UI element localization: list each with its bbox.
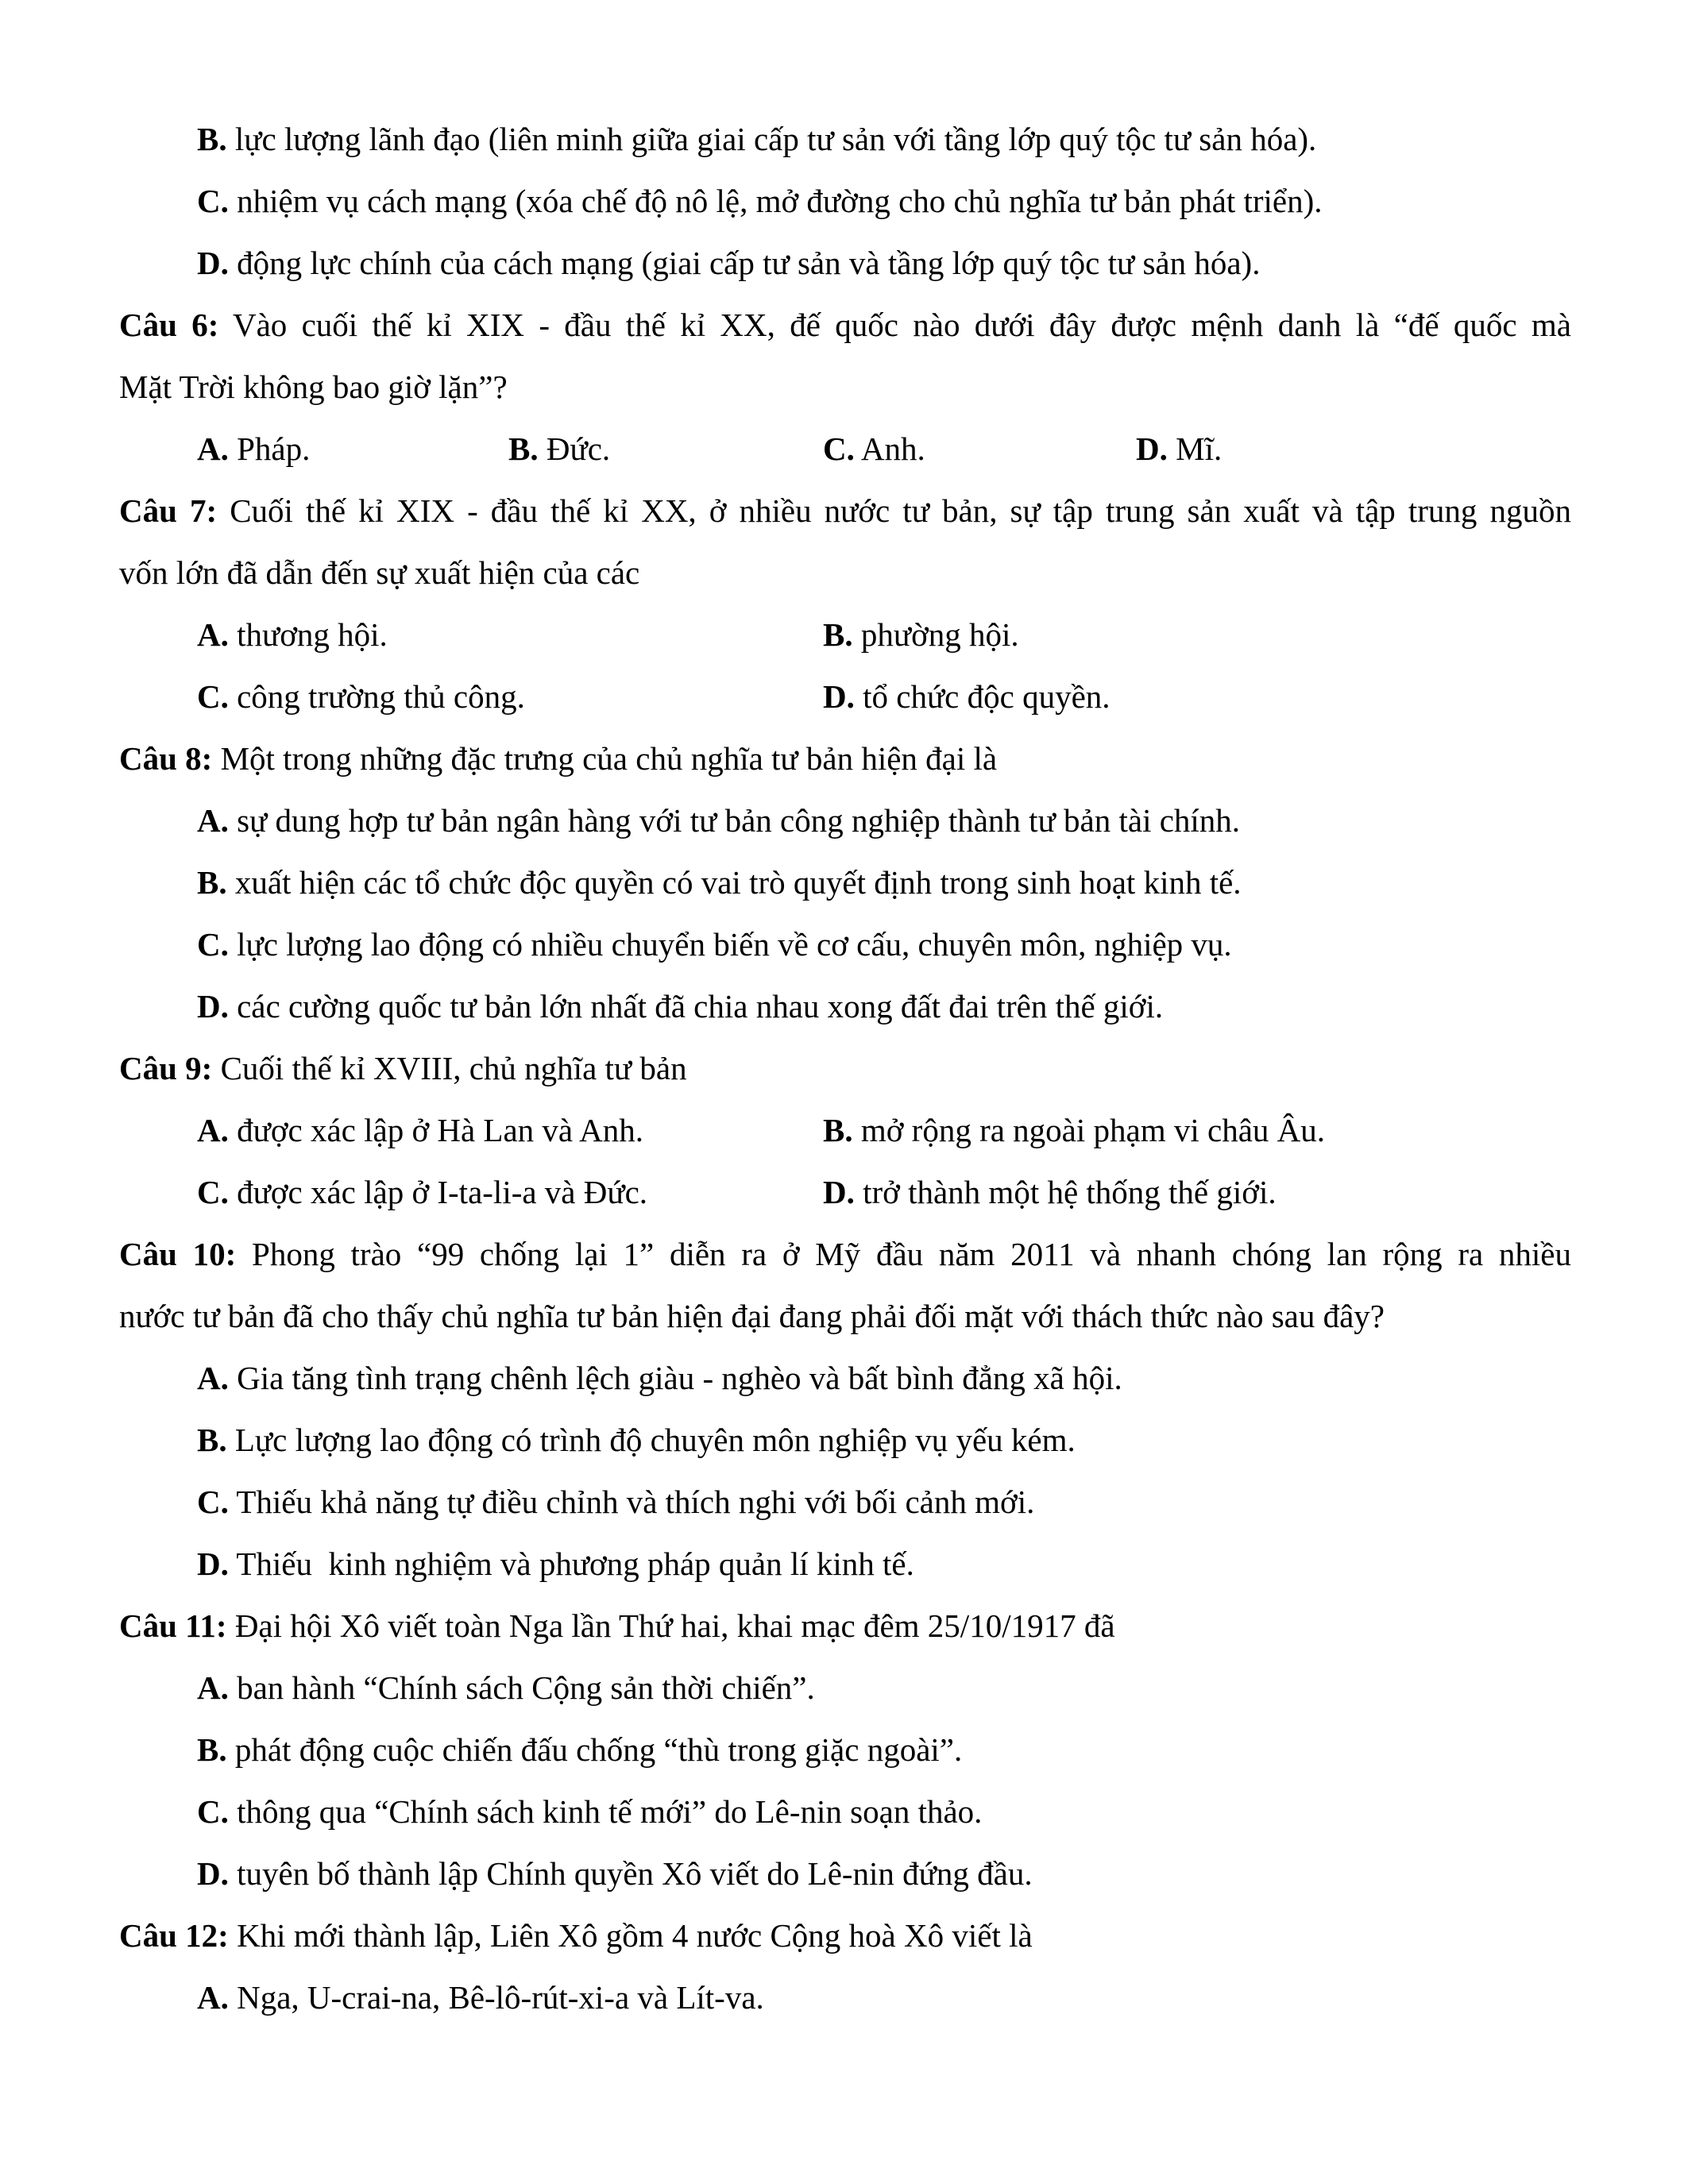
question-6-stem (119, 305, 1571, 345)
option-text: mở rộng ra ngoài phạm vi châu Âu. (852, 1112, 1326, 1148)
option-label: A. (197, 1669, 229, 1706)
option-b (197, 119, 1316, 159)
option-text: lực lượng lao động có nhiều chuyển biến về cơ cấu, chuyên môn, nghiệp vụ. (228, 926, 1232, 963)
option-text: Đức. (538, 430, 611, 467)
question-label: Câu 10: (119, 1236, 237, 1272)
option-label: C. (197, 183, 229, 219)
question-8-stem (119, 739, 997, 778)
question-stem-text: Một trong những đặc trưng của chủ nghĩa tư bản hiện đại là (212, 740, 998, 777)
question-label: Câu 8: (119, 740, 213, 777)
q7-option-a (197, 615, 388, 654)
option-label: A. (197, 616, 229, 653)
option-text: thương hội. (228, 616, 388, 653)
q10-option-a (197, 1358, 1122, 1398)
question-stem-text: Khi mới thành lập, Liên Xô gồm 4 nước Cộng hoà Xô viết là (228, 1917, 1033, 1954)
option-text: công trường thủ công. (228, 678, 525, 715)
question-11-stem (119, 1606, 1115, 1646)
q11-option-b (197, 1730, 962, 1769)
q9-option-b (823, 1110, 1325, 1150)
option-label: D. (197, 988, 229, 1024)
option-label: A. (197, 1112, 229, 1148)
option-text: được xác lập ở I-ta-li-a và Đức. (228, 1174, 648, 1210)
question-7-stem-cont (119, 553, 639, 592)
q8-option-a (197, 801, 1240, 840)
option-label: D. (823, 1174, 855, 1210)
option-text: lực lượng lãnh đạo (liên minh giữa giai cấp tư sản với tầng lớp quý tộc tư sản hóa). (226, 121, 1317, 157)
question-label: Câu 6: (119, 307, 219, 343)
option-text: động lực chính của cách mạng (giai cấp tư sản và tầng lớp quý tộc tư sản hóa). (228, 245, 1261, 281)
option-label: D. (197, 1855, 229, 1892)
option-label: B. (197, 121, 227, 157)
q9-option-c (197, 1172, 647, 1212)
option-text: Gia tăng tình trạng chênh lệch giàu - nghèo và bất bình đẳng xã hội. (228, 1360, 1122, 1396)
option-label: C. (823, 430, 855, 467)
question-12-stem (119, 1916, 1033, 1955)
option-label: A. (197, 430, 229, 467)
option-text: Thiếu kinh nghiệm và phương pháp quản lí kinh tế. (228, 1545, 914, 1582)
option-text: ban hành “Chính sách Cộng sản thời chiến”. (228, 1669, 815, 1706)
option-text: xuất hiện các tổ chức độc quyền có vai trò quyết định trong sinh hoạt kinh tế. (226, 864, 1242, 901)
option-label: B. (508, 430, 539, 467)
option-label: D. (823, 678, 855, 715)
question-stem-text: Đại hội Xô viết toàn Nga lần Thứ hai, khai mạc đêm 25/10/1917 đã (226, 1607, 1115, 1644)
q6-option-d (1136, 429, 1222, 469)
q7-option-c (197, 677, 525, 716)
question-10-stem-cont (119, 1296, 1385, 1336)
option-text: phường hội. (852, 616, 1019, 653)
q6-option-c (823, 429, 925, 469)
question-stem-text: vốn lớn đã dẫn đến sự xuất hiện của các (119, 554, 640, 591)
question-label: Câu 11: (119, 1607, 227, 1644)
question-stem-text: Vào cuối thế kỉ XIX - đầu thế kỉ XX, đế quốc nào dưới đây được mệnh danh là “đế quốc mà (218, 307, 1571, 343)
option-label: B. (823, 1112, 853, 1148)
option-label: B. (197, 1422, 227, 1458)
q9-option-a (197, 1110, 643, 1150)
q11-option-a (197, 1668, 815, 1707)
option-text: Mĩ. (1167, 430, 1223, 467)
question-10-stem (119, 1234, 1571, 1274)
option-label: A. (197, 1360, 229, 1396)
option-label: C. (197, 1484, 229, 1520)
option-label: C. (197, 1174, 229, 1210)
question-label: Câu 7: (119, 492, 218, 529)
q10-option-b (197, 1420, 1076, 1460)
option-label: D. (1136, 430, 1168, 467)
question-7-stem (119, 491, 1571, 531)
q10-option-c (197, 1482, 1034, 1522)
option-text: tuyên bố thành lập Chính quyền Xô viết do Lê-nin đứng đầu. (228, 1855, 1033, 1892)
option-label: D. (197, 1545, 229, 1582)
q7-option-b (823, 615, 1019, 654)
option-text: Lực lượng lao động có trình độ chuyên môn nghiệp vụ yếu kém. (226, 1422, 1076, 1458)
question-stem-text: Phong trào “99 chống lại 1” diễn ra ở Mỹ đầu năm 2011 và nhanh chóng lan rộng ra nhiều (236, 1236, 1571, 1272)
option-label: B. (823, 616, 853, 653)
option-text: Anh. (854, 430, 925, 467)
option-text: nhiệm vụ cách mạng (xóa chế độ nô lệ, mở đường cho chủ nghĩa tư bản phát triển). (228, 183, 1323, 219)
option-label: D. (197, 245, 229, 281)
option-label: B. (197, 1731, 227, 1768)
q12-option-a (197, 1978, 764, 2017)
q8-option-d (197, 986, 1163, 1026)
q6-option-b (508, 429, 610, 469)
question-stem-text: Mặt Trời không bao giờ lặn”? (119, 369, 508, 405)
option-label: C. (197, 1793, 229, 1830)
option-text: Thiếu khả năng tự điều chỉnh và thích nghi với bối cảnh mới. (228, 1484, 1035, 1520)
question-stem-text: nước tư bản đã cho thấy chủ nghĩa tư bản hiện đại đang phải đối mặt với thách thức nào sau đây? (119, 1298, 1385, 1334)
option-text: phát động cuộc chiến đấu chống “thù trong giặc ngoài”. (226, 1731, 963, 1768)
option-label: A. (197, 1979, 229, 2016)
option-label: B. (197, 864, 227, 901)
q11-option-d (197, 1854, 1033, 1893)
q8-option-b (197, 862, 1242, 902)
question-9-stem (119, 1048, 687, 1088)
option-text: sự dung hợp tư bản ngân hàng với tư bản công nghiệp thành tư bản tài chính. (228, 802, 1241, 839)
q7-option-d (823, 677, 1111, 716)
option-label: A. (197, 802, 229, 839)
q11-option-c (197, 1792, 982, 1831)
option-text: các cường quốc tư bản lớn nhất đã chia nhau xong đất đai trên thế giới. (228, 988, 1164, 1024)
option-text: thông qua “Chính sách kinh tế mới” do Lê-nin soạn thảo. (228, 1793, 983, 1830)
q9-option-d (823, 1172, 1277, 1212)
question-stem-text: Cuối thế kỉ XVIII, chủ nghĩa tư bản (212, 1050, 687, 1086)
option-text: trở thành một hệ thống thế giới. (854, 1174, 1277, 1210)
q6-option-a (197, 429, 310, 469)
option-text: tổ chức độc quyền. (854, 678, 1111, 715)
option-text: được xác lập ở Hà Lan và Anh. (228, 1112, 643, 1148)
q10-option-d (197, 1544, 914, 1584)
option-text: Pháp. (228, 430, 311, 467)
question-stem-text: Cuối thế kỉ XIX - đầu thế kỉ XX, ở nhiều nước tư bản, sự tập trung sản xuất và tập trung nguồn (217, 492, 1571, 529)
q8-option-c (197, 924, 1232, 964)
option-label: C. (197, 678, 229, 715)
option-label: C. (197, 926, 229, 963)
option-c (197, 181, 1323, 221)
question-6-stem-cont (119, 367, 508, 407)
option-d (197, 243, 1260, 283)
question-label: Câu 9: (119, 1050, 213, 1086)
question-label: Câu 12: (119, 1917, 229, 1954)
option-text: Nga, U-crai-na, Bê-lô-rút-xi-a và Lít-va. (228, 1979, 764, 2016)
